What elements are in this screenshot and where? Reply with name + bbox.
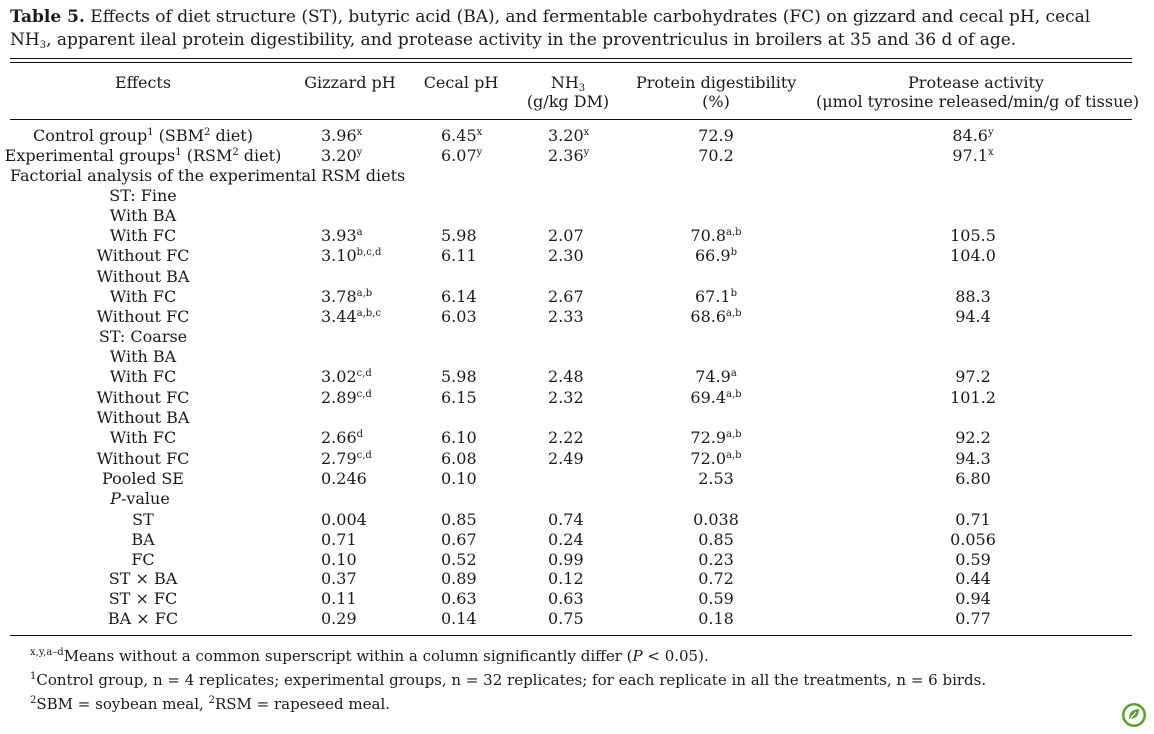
- cell-superscript: a: [356, 227, 363, 238]
- cell-value: 0.85: [698, 530, 734, 549]
- cell-value: 72.9: [690, 428, 727, 447]
- gizzard-ph-cell: [321, 569, 357, 589]
- protein-digestibility-cell: [656, 126, 776, 146]
- cell-value: 2.53: [698, 469, 734, 488]
- nh3-cell: [548, 550, 584, 570]
- row-label-text: Control group: [33, 126, 148, 145]
- row-label-text: Without BA: [96, 267, 190, 286]
- table-caption: [10, 6, 1134, 52]
- cell-superscript: x: [987, 147, 994, 158]
- cell-value: 0.18: [698, 609, 734, 628]
- protein-digestibility-cell: [656, 428, 776, 448]
- protease-activity-cell: [913, 550, 1033, 570]
- nh3-cell: [548, 367, 584, 387]
- cell-value: 2.33: [548, 307, 584, 326]
- row-label-text: BA: [131, 530, 155, 549]
- row-label-text: Pooled SE: [102, 469, 184, 488]
- row-label: [0, 347, 293, 367]
- cell-value: 6.07: [441, 146, 477, 165]
- cell-value: 0.24: [548, 530, 584, 549]
- row-label: [0, 550, 293, 570]
- footnote-sup: 1: [30, 671, 37, 682]
- leaf-logo-icon: [1121, 702, 1147, 728]
- protease-activity-cell: [913, 449, 1033, 469]
- top-rule-1: [10, 58, 1132, 59]
- cell-superscript: a,b: [726, 389, 742, 400]
- cell-value: 0.85: [441, 510, 477, 529]
- row-label: [0, 569, 293, 589]
- protein-digestibility-cell: [656, 367, 776, 387]
- cell-value: 0.77: [955, 609, 991, 628]
- row-label-text: Experimental groups: [4, 146, 176, 165]
- protease-activity-cell: [913, 367, 1033, 387]
- cell-value: 6.10: [441, 428, 477, 447]
- protease-activity-cell: [913, 609, 1033, 629]
- cell-value: 3.20: [321, 146, 357, 165]
- row-label-text: With BA: [109, 206, 177, 225]
- cell-value: 2.49: [548, 449, 584, 468]
- nh3-cell: [548, 530, 584, 550]
- table-label: Table 5.: [10, 7, 85, 27]
- cecal-ph-cell: [441, 146, 482, 166]
- cell-superscript: x: [583, 127, 590, 138]
- header-protease-activity: Protease activity: [908, 73, 1044, 92]
- row-label: [0, 267, 293, 287]
- cell-value: 0.12: [548, 569, 584, 588]
- gizzard-ph-cell: [321, 226, 363, 246]
- cell-value: 0.23: [698, 550, 734, 569]
- cell-value: 0.75: [548, 609, 584, 628]
- protein-digestibility-cell: [656, 469, 776, 489]
- cell-value: 2.66: [321, 428, 357, 447]
- row-label: [0, 126, 293, 146]
- cell-value: 0.52: [441, 550, 477, 569]
- row-label: [0, 307, 293, 327]
- cell-value: 6.45: [441, 126, 477, 145]
- nh3-cell: [548, 287, 584, 307]
- row-label: [0, 186, 293, 206]
- gizzard-ph-cell: [321, 609, 357, 629]
- nh3-cell: [548, 589, 584, 609]
- cell-superscript: x: [356, 127, 363, 138]
- row-label-text: -value: [120, 489, 170, 508]
- row-label-text: With FC: [109, 367, 177, 386]
- cell-value: 0.44: [955, 569, 991, 588]
- row-label: [0, 146, 293, 166]
- cell-value: 0.72: [698, 569, 734, 588]
- protein-digestibility-cell: [656, 146, 776, 166]
- cell-value: 2.79: [321, 449, 357, 468]
- cell-value: 2.07: [548, 226, 584, 245]
- cell-value: 2.89: [321, 388, 357, 407]
- cell-value: 0.99: [548, 550, 584, 569]
- cell-value: 3.02: [321, 367, 357, 386]
- cecal-ph-cell: [441, 589, 477, 609]
- cell-superscript: y: [583, 147, 590, 158]
- protein-digestibility-cell: [656, 609, 776, 629]
- footnote-sup: 2: [208, 695, 215, 706]
- cell-value: 0.71: [321, 530, 357, 549]
- protease-activity-cell: [913, 589, 1033, 609]
- gizzard-ph-cell: [321, 550, 357, 570]
- cell-value: 2.48: [548, 367, 584, 386]
- row-label: [0, 226, 293, 246]
- row-label-text: diet): [210, 126, 253, 145]
- cell-value: 104.0: [950, 246, 996, 265]
- gizzard-ph-cell: [321, 388, 372, 408]
- cell-value: 0.11: [321, 589, 357, 608]
- cell-value: 0.056: [950, 530, 996, 549]
- cell-value: 0.59: [955, 550, 991, 569]
- cell-superscript: b: [730, 288, 738, 299]
- header-protein-unit: (%): [702, 92, 730, 111]
- nh3-cell: [548, 609, 584, 629]
- row-label-text: Without FC: [96, 307, 190, 326]
- protease-activity-cell: [913, 388, 1033, 408]
- cell-superscript: a,b: [726, 227, 742, 238]
- protease-activity-cell: [913, 469, 1033, 489]
- gizzard-ph-cell: [321, 530, 357, 550]
- cell-value: 2.36: [548, 146, 584, 165]
- row-label: [0, 489, 290, 509]
- cell-value: 0.89: [441, 569, 477, 588]
- cell-superscript: a,b: [726, 429, 742, 440]
- cell-value: 3.93: [321, 226, 357, 245]
- cell-value: 0.67: [441, 530, 477, 549]
- caption-text-cont: , apparent ileal protein digestibility, and protease activity in the proventriculus in broilers at 35 and 36 d of age.: [46, 30, 1017, 50]
- row-label: [0, 408, 293, 428]
- row-label: [0, 367, 293, 387]
- top-rule-2: [10, 62, 1132, 63]
- cell-value: 94.4: [955, 307, 991, 326]
- cell-value: 2.30: [548, 246, 584, 265]
- cecal-ph-cell: [441, 246, 477, 266]
- protein-digestibility-cell: [656, 307, 776, 327]
- cell-value: 97.2: [955, 367, 991, 386]
- nh3-cell: [548, 246, 584, 266]
- row-label-text: BA × FC: [107, 609, 179, 628]
- cell-superscript: y: [356, 147, 363, 158]
- cell-value: 0.004: [321, 510, 367, 529]
- row-label-sup: 1: [147, 127, 154, 138]
- cell-value: 0.37: [321, 569, 357, 588]
- header-nh3-text: NH: [550, 73, 579, 92]
- row-label-text: (SBM: [153, 126, 204, 145]
- footnote-sup: 2: [30, 695, 37, 706]
- cell-value: 70.2: [698, 146, 734, 165]
- cell-value: 0.10: [321, 550, 357, 569]
- cell-value: 0.63: [441, 589, 477, 608]
- protein-digestibility-cell: [656, 530, 776, 550]
- gizzard-ph-cell: [321, 510, 367, 530]
- cell-value: 84.6: [952, 126, 988, 145]
- row-label: [0, 510, 293, 530]
- cell-superscript: a,b,c: [356, 308, 381, 319]
- row-label: [0, 428, 293, 448]
- cell-value: 0.038: [693, 510, 739, 529]
- cell-value: 94.3: [955, 449, 991, 468]
- cell-value: 6.03: [441, 307, 477, 326]
- row-label: [0, 589, 293, 609]
- cell-value: 66.9: [694, 246, 731, 265]
- cecal-ph-cell: [441, 226, 477, 246]
- cell-value: 6.14: [441, 287, 477, 306]
- protein-digestibility-cell: [656, 510, 776, 530]
- nh3-cell: [548, 126, 589, 146]
- gizzard-ph-cell: [321, 146, 362, 166]
- protein-digestibility-cell: [656, 449, 776, 469]
- cell-value: 92.2: [955, 428, 991, 447]
- row-label-text: Factorial analysis of the experimental RSM diets: [10, 166, 406, 185]
- footnote-text: Means without a common superscript within a column significantly differ (: [63, 647, 633, 665]
- protease-activity-cell: [913, 307, 1033, 327]
- row-label-text: ST: [132, 510, 154, 529]
- cell-superscript: y: [987, 127, 994, 138]
- gizzard-ph-cell: [321, 307, 381, 327]
- cell-value: 0.63: [548, 589, 584, 608]
- protein-digestibility-cell: [656, 589, 776, 609]
- cell-value: 2.67: [548, 287, 584, 306]
- nh3-cell: [548, 449, 584, 469]
- gizzard-ph-cell: [321, 367, 372, 387]
- header-protease-unit: (μmol tyrosine released/min/g of tissue): [816, 92, 1140, 111]
- cell-value: 0.71: [955, 510, 991, 529]
- cecal-ph-cell: [441, 530, 477, 550]
- protease-activity-cell: [913, 569, 1033, 589]
- cell-superscript: x: [476, 127, 483, 138]
- protease-activity-cell: [913, 510, 1033, 530]
- protease-activity-cell: [913, 246, 1033, 266]
- cell-value: 6.08: [441, 449, 477, 468]
- row-label-text: ST: Fine: [109, 186, 177, 205]
- header-nh3: [520, 73, 616, 93]
- row-label-text: With FC: [109, 428, 177, 447]
- row-label-text: Without FC: [96, 449, 190, 468]
- gizzard-ph-cell: [321, 449, 372, 469]
- cecal-ph-cell: [441, 287, 477, 307]
- row-label-text: diet): [238, 146, 282, 165]
- cell-superscript: d: [356, 429, 364, 440]
- row-label-text: ST × FC: [108, 589, 178, 608]
- header-nh3-sub: 3: [578, 83, 586, 94]
- row-label: [0, 327, 293, 347]
- header-rule: [10, 119, 1132, 120]
- cell-value: 5.98: [441, 367, 477, 386]
- caption-subscript: 3: [39, 40, 47, 51]
- gizzard-ph-cell: [321, 469, 367, 489]
- protease-activity-cell: [913, 146, 1033, 166]
- row-label-text: ST: Coarse: [98, 327, 188, 346]
- row-label-text: (RSM: [181, 146, 233, 165]
- cell-value: 3.96: [321, 126, 357, 145]
- cell-superscript: c,d: [356, 389, 372, 400]
- row-label-italic: P: [110, 489, 121, 508]
- footnote-text: Control group, n = 4 replicates; experimental groups, n = 32 replicates; for each replicate in all the treatments, n = 6 birds.: [36, 671, 987, 689]
- cell-value: 0.10: [441, 469, 477, 488]
- cell-value: 72.9: [698, 126, 734, 145]
- cell-superscript: y: [476, 147, 483, 158]
- cell-value: 67.1: [694, 287, 731, 306]
- cell-superscript: b,c,d: [356, 247, 382, 258]
- nh3-cell: [548, 388, 584, 408]
- cell-value: 2.22: [548, 428, 584, 447]
- header-protein-digestibility: Protein digestibility: [636, 73, 797, 92]
- cell-superscript: c,d: [356, 450, 372, 461]
- cell-value: 88.3: [955, 287, 991, 306]
- header-effects: Effects: [114, 73, 172, 92]
- cell-value: 3.78: [321, 287, 357, 306]
- footnote-text: SBM = soybean meal,: [36, 695, 209, 713]
- bottom-rule: [10, 635, 1132, 636]
- cecal-ph-cell: [441, 449, 477, 469]
- row-label: [0, 530, 293, 550]
- gizzard-ph-cell: [321, 428, 363, 448]
- cell-value: 0.59: [698, 589, 734, 608]
- gizzard-ph-cell: [321, 126, 362, 146]
- cecal-ph-cell: [441, 510, 477, 530]
- cell-superscript: a,b: [726, 450, 742, 461]
- cell-value: 68.6: [690, 307, 727, 326]
- row-label-text: Without FC: [96, 246, 190, 265]
- protein-digestibility-cell: [656, 550, 776, 570]
- cell-value: 3.10: [321, 246, 357, 265]
- footnote-p: P: [632, 647, 643, 665]
- gizzard-ph-cell: [321, 287, 372, 307]
- cecal-ph-cell: [441, 550, 477, 570]
- row-label-text: With FC: [109, 226, 177, 245]
- protease-activity-cell: [913, 226, 1033, 246]
- cell-value: 6.15: [441, 388, 477, 407]
- row-label-text: With BA: [109, 347, 177, 366]
- nh3-cell: [548, 307, 584, 327]
- protein-digestibility-cell: [656, 246, 776, 266]
- protease-activity-cell: [913, 126, 1033, 146]
- header-cecal-ph: Cecal pH: [423, 73, 499, 92]
- footnote-text-end: RSM = rapeseed meal.: [214, 695, 391, 713]
- cell-superscript: a,b: [356, 288, 373, 299]
- cecal-ph-cell: [441, 609, 477, 629]
- cecal-ph-cell: [441, 367, 477, 387]
- nh3-cell: [548, 510, 584, 530]
- cecal-ph-cell: [441, 428, 477, 448]
- row-label-text: ST × BA: [108, 569, 178, 588]
- row-label: [0, 388, 293, 408]
- row-label: [0, 609, 293, 629]
- cell-value: 0.94: [955, 589, 991, 608]
- header-nh3-unit: (g/kg DM): [526, 92, 610, 111]
- protease-activity-cell: [913, 428, 1033, 448]
- footnote-text-end: < 0.05).: [642, 647, 709, 665]
- cell-value: 0.29: [321, 609, 357, 628]
- cell-value: 2.32: [548, 388, 584, 407]
- cecal-ph-cell: [441, 388, 477, 408]
- cell-value: 97.1: [952, 146, 988, 165]
- row-label-sup: 1: [175, 147, 182, 158]
- cell-superscript: a,b: [726, 308, 742, 319]
- row-label: [0, 287, 293, 307]
- row-label-sup: 2: [232, 147, 239, 158]
- row-label: [0, 246, 293, 266]
- footnote-abbreviations: [30, 694, 390, 714]
- row-label-text: FC: [131, 550, 155, 569]
- row-label: [0, 449, 293, 469]
- protein-digestibility-cell: [656, 388, 776, 408]
- row-label-text: Without BA: [96, 408, 190, 427]
- protein-digestibility-cell: [656, 226, 776, 246]
- cell-value: 5.98: [441, 226, 477, 245]
- nh3-cell: [548, 569, 584, 589]
- row-label: [10, 166, 405, 186]
- cecal-ph-cell: [441, 307, 477, 327]
- cell-value: 0.246: [321, 469, 367, 488]
- row-label: [0, 206, 293, 226]
- row-label-text: With FC: [109, 287, 177, 306]
- footnote-sup: x,y,a–d: [30, 647, 64, 658]
- cell-superscript: b: [730, 247, 738, 258]
- nh3-cell: [548, 146, 589, 166]
- cell-value: 3.20: [548, 126, 584, 145]
- cell-value: 101.2: [950, 388, 996, 407]
- row-label: [0, 469, 293, 489]
- cell-value: 105.5: [950, 226, 996, 245]
- cell-value: 0.74: [548, 510, 584, 529]
- nh3-cell: [548, 428, 584, 448]
- cell-value: 70.8: [690, 226, 727, 245]
- cell-value: 3.44: [321, 307, 357, 326]
- protein-digestibility-cell: [656, 287, 776, 307]
- header-gizzard-ph: Gizzard pH: [304, 73, 396, 92]
- row-label-sup: 2: [204, 127, 211, 138]
- cecal-ph-cell: [441, 126, 482, 146]
- cell-value: 74.9: [695, 367, 731, 386]
- cecal-ph-cell: [441, 569, 477, 589]
- cell-value: 72.0: [690, 449, 727, 468]
- footnote-significance: [30, 646, 709, 666]
- cell-value: 6.11: [441, 246, 477, 265]
- protease-activity-cell: [913, 287, 1033, 307]
- protease-activity-cell: [913, 530, 1033, 550]
- protein-digestibility-cell: [656, 569, 776, 589]
- cell-superscript: a: [730, 368, 737, 379]
- gizzard-ph-cell: [321, 246, 381, 266]
- gizzard-ph-cell: [321, 589, 357, 609]
- row-label-text: Without FC: [96, 388, 190, 407]
- caption-text: Effects of diet structure (ST), butyric acid (BA), and fermentable carbohydrates (FC) on gizzard and cecal pH, cecal NH: [10, 7, 1091, 50]
- cell-value: 6.80: [955, 469, 991, 488]
- nh3-cell: [548, 226, 584, 246]
- footnote-replicates: [30, 670, 986, 690]
- cell-value: 69.4: [690, 388, 727, 407]
- cell-superscript: c,d: [356, 368, 372, 379]
- cecal-ph-cell: [441, 469, 477, 489]
- cell-value: 0.14: [441, 609, 477, 628]
